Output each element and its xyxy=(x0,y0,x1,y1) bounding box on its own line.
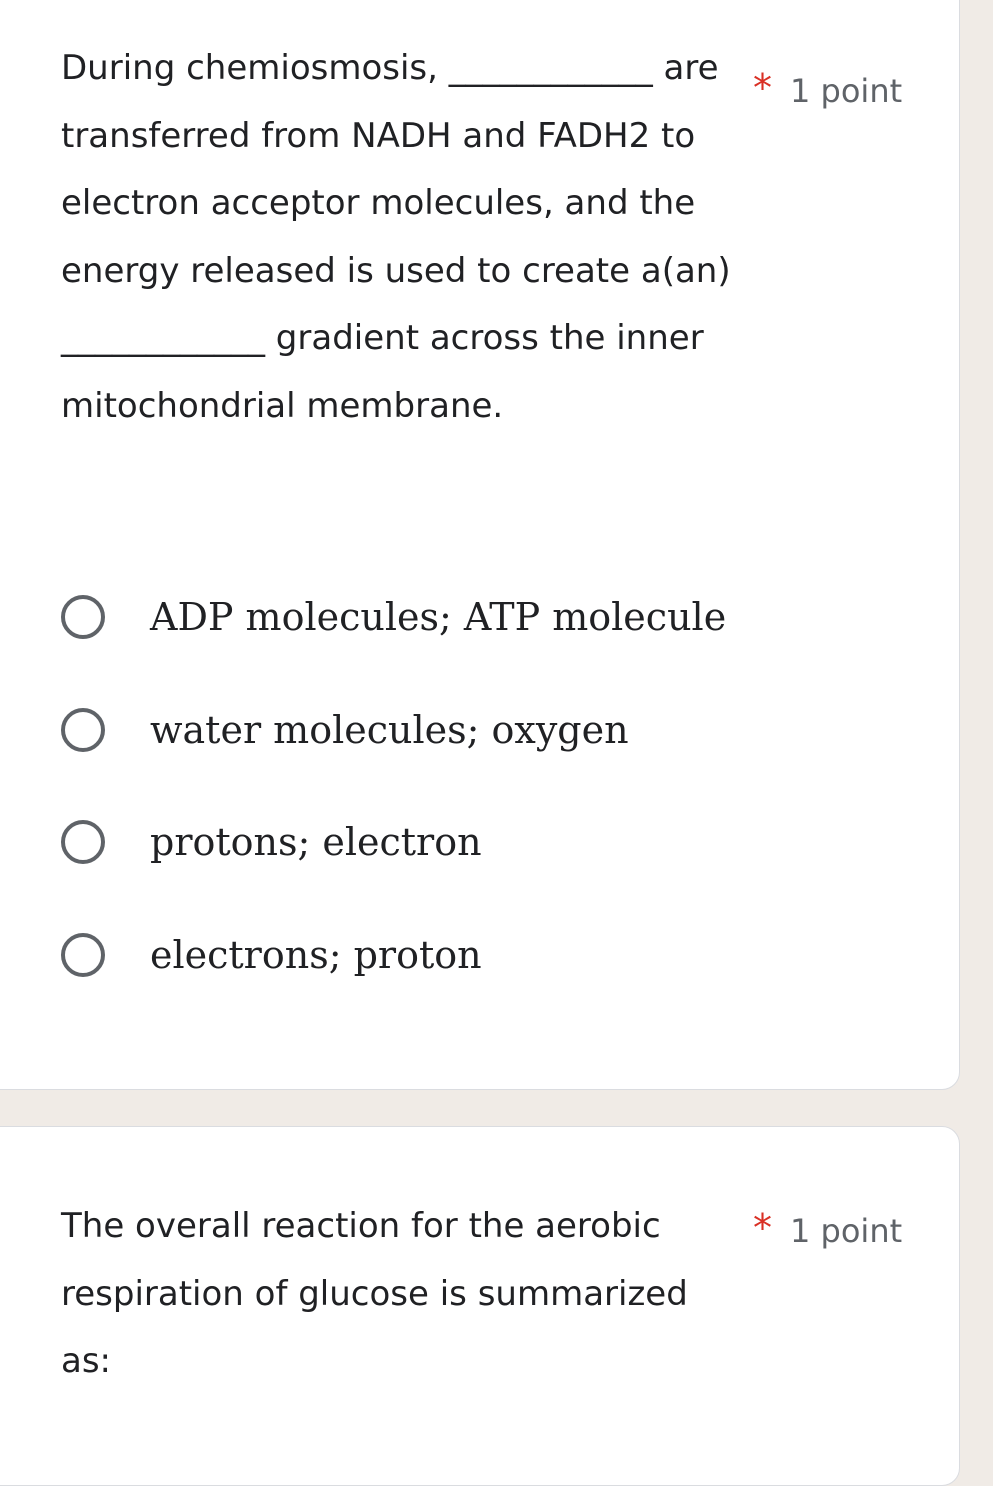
option-label: protons; electron xyxy=(150,820,482,865)
option-water-molecules-oxygen[interactable] xyxy=(61,674,921,787)
required-asterisk: * xyxy=(753,66,772,110)
points-label: 1 point xyxy=(790,72,903,110)
points-label: 1 point xyxy=(790,1212,903,1250)
required-asterisk: * xyxy=(753,1206,772,1250)
option-label: water molecules; oxygen xyxy=(150,707,629,752)
question-text: The overall reaction for the aerobic respiration of glucose is summarized as: xyxy=(61,1206,688,1381)
answer-options xyxy=(61,561,921,1011)
question-card-2 xyxy=(0,1126,960,1486)
option-electrons-proton[interactable] xyxy=(61,899,921,1012)
question-text: During chemiosmosis, ____________ are transferred from NADH and FADH2 to electron acceptor molecules, and the energy released is used to create a(an) ____________ gradient across the inner mitochondrial membrane. xyxy=(61,48,731,426)
radio-button[interactable] xyxy=(61,933,105,977)
radio-button[interactable] xyxy=(61,708,105,752)
radio-button[interactable] xyxy=(61,595,105,639)
option-label: electrons; proton xyxy=(150,932,482,977)
option-adp-molecules-atp-molecule[interactable] xyxy=(61,561,921,674)
radio-button[interactable] xyxy=(61,820,105,864)
option-label: ADP molecules; ATP molecule xyxy=(150,595,727,640)
option-protons-electron[interactable] xyxy=(61,786,921,899)
